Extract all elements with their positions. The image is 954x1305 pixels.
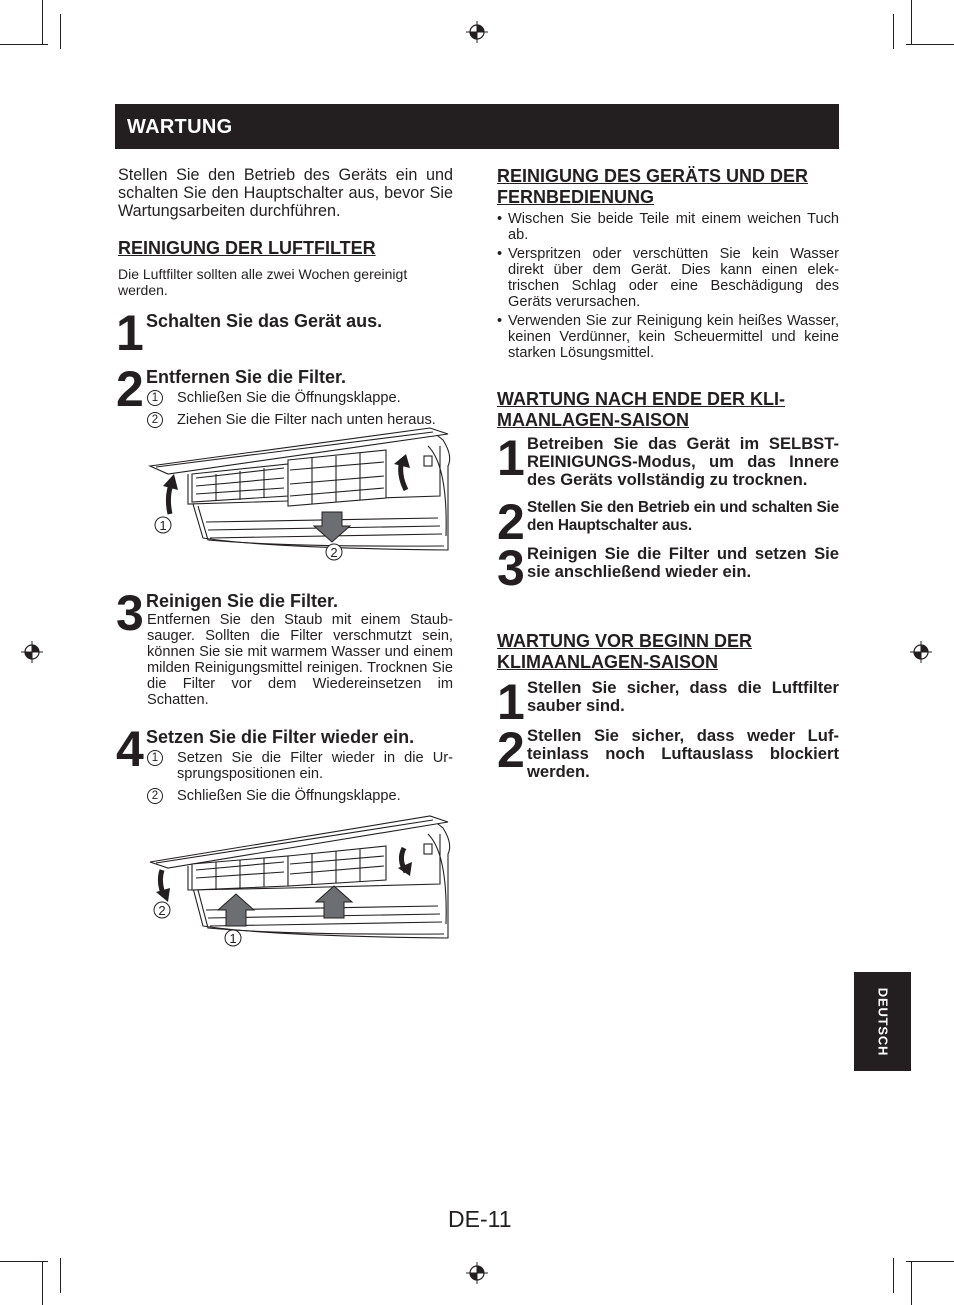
start-step-1	[497, 674, 839, 730]
end-step-2	[497, 494, 839, 550]
step-3	[116, 585, 453, 708]
substep-marker: 2	[147, 788, 163, 804]
registration-mark-icon	[21, 641, 43, 663]
crop-mark	[0, 1261, 48, 1262]
step-text: Stellen Sie sicher, dass weder Lufteinlass noch Luftauslass blockiert werden.	[527, 726, 839, 781]
substep-marker: 1	[147, 390, 163, 406]
substep-text: Schließen Sie die Öffnungsklappe.	[177, 390, 401, 406]
step-title: Entfernen Sie die Filter.	[146, 367, 347, 387]
bullet-item: • Verspritzen oder verschütten Sie kein Wasser direkt über dem Gerät. Dies kann einen elektrischen Schlag oder eine Beschädigung des Geräts verursachen.	[497, 246, 839, 310]
step-number: 2	[497, 722, 523, 778]
substep	[147, 788, 453, 804]
crop-mark	[60, 1258, 61, 1293]
start-step-2	[497, 722, 839, 781]
substep	[147, 390, 453, 406]
registration-mark-icon	[910, 641, 932, 663]
unit-cleaning-heading: REINIGUNG DES GERÄTS UND DER FERNBEDIENUNG	[497, 166, 809, 207]
step-text: Stellen Sie sicher, dass die Luftfilter sauber sind.	[527, 678, 839, 715]
right-column	[497, 166, 839, 781]
substep-text: Ziehen Sie die Filter nach unten heraus.	[177, 412, 436, 428]
crop-mark	[906, 44, 954, 45]
registration-mark-icon	[466, 21, 488, 43]
end-step-3	[497, 540, 839, 596]
crop-mark	[42, 0, 43, 45]
start-of-season-heading: WARTUNG VOR BEGINN DER KLIMAANLAGEN-SAISON	[497, 631, 753, 672]
substep-marker: 2	[147, 412, 163, 428]
step-number: 1	[116, 305, 142, 361]
end-step-1	[497, 430, 839, 497]
step-4	[116, 721, 453, 804]
crop-mark	[60, 14, 61, 49]
step-number: 1	[497, 674, 523, 730]
filter-cleaning-heading: REINIGUNG DER LUFTFILTER	[118, 238, 376, 258]
step-number: 4	[116, 721, 142, 777]
substep-marker: 1	[147, 750, 163, 766]
end-of-season-heading: WARTUNG NACH ENDE DER KLIMAANLAGEN-SAISON	[497, 389, 785, 430]
section-title: WARTUNG	[127, 116, 233, 138]
crop-mark	[893, 1258, 894, 1293]
left-column	[118, 166, 453, 428]
language-tab	[854, 972, 911, 1071]
crop-mark	[906, 1261, 954, 1262]
step-title: Setzen Sie die Filter wieder ein.	[146, 727, 415, 747]
bullet-item: • Verwenden Sie zur Reinigung kein heißes Wasser, keinen Verdünner, kein Scheuermittel und keine starken Lösungsmittel.	[497, 313, 839, 361]
step-number: 2	[497, 494, 523, 550]
figure-callout: 2	[158, 903, 166, 918]
crop-mark	[911, 0, 912, 45]
section-header	[115, 104, 839, 149]
crop-mark	[911, 1261, 912, 1305]
figure-callout: 1	[229, 931, 237, 946]
step-body: Entfernen Sie den Staub mit einem Staubsauger. Sollten die Filter verschmutzt sein, können Sie sie mit warmem Wasser und einem milden Reinigungsmittel reinigen. Trocknen Sie die Filter vor dem Wiedereinsetzen im Schatten.	[147, 612, 453, 708]
step-title: Schalten Sie das Gerät aus.	[146, 311, 383, 331]
step-2	[116, 361, 453, 428]
figure-callout: 1	[159, 518, 167, 533]
filter-note: Die Luftfilter sollten alle zwei Wochen gereinigt werden.	[118, 266, 408, 298]
crop-mark	[0, 44, 48, 45]
step-title: Reinigen Sie die Filter.	[146, 591, 339, 611]
intro-text: Stellen Sie den Betrieb des Geräts ein und schalten Sie den Hauptschalter aus, bevor Sie Wartungsarbeiten durchführen.	[118, 166, 453, 220]
crop-mark	[42, 1261, 43, 1305]
substep	[147, 750, 453, 782]
step-number: 2	[116, 361, 142, 417]
crop-mark	[893, 14, 894, 49]
substep-text: Schließen Sie die Öffnungsklappe.	[177, 788, 401, 804]
step-text: Betreiben Sie das Gerät im SELBST-REINIGUNGS-Modus, um das Innere des Geräts vollständig zu trocknen.	[527, 434, 839, 489]
language-label: DEUTSCH	[875, 987, 890, 1056]
registration-mark-icon	[466, 1262, 488, 1284]
step-number: 1	[497, 430, 523, 486]
filter-reinstall-illustration	[148, 814, 458, 949]
step-number: 3	[116, 585, 142, 641]
step-number: 3	[497, 540, 523, 596]
step-text: Stellen Sie den Betrieb ein und schalten Sie den Hauptschalter aus.	[527, 499, 839, 534]
step-text: Reinigen Sie die Filter und setzen Sie sie anschließend wieder ein.	[527, 544, 839, 581]
filter-removal-illustration	[148, 426, 458, 566]
substep-text: Setzen Sie die Filter wieder in die Ursprungspositionen ein.	[177, 750, 453, 782]
bullet-item: • Wischen Sie beide Teile mit einem weichen Tuch ab.	[497, 211, 839, 243]
page-number: DE-11	[448, 1206, 512, 1232]
step-1	[116, 305, 453, 366]
figure-callout: 2	[330, 545, 338, 560]
